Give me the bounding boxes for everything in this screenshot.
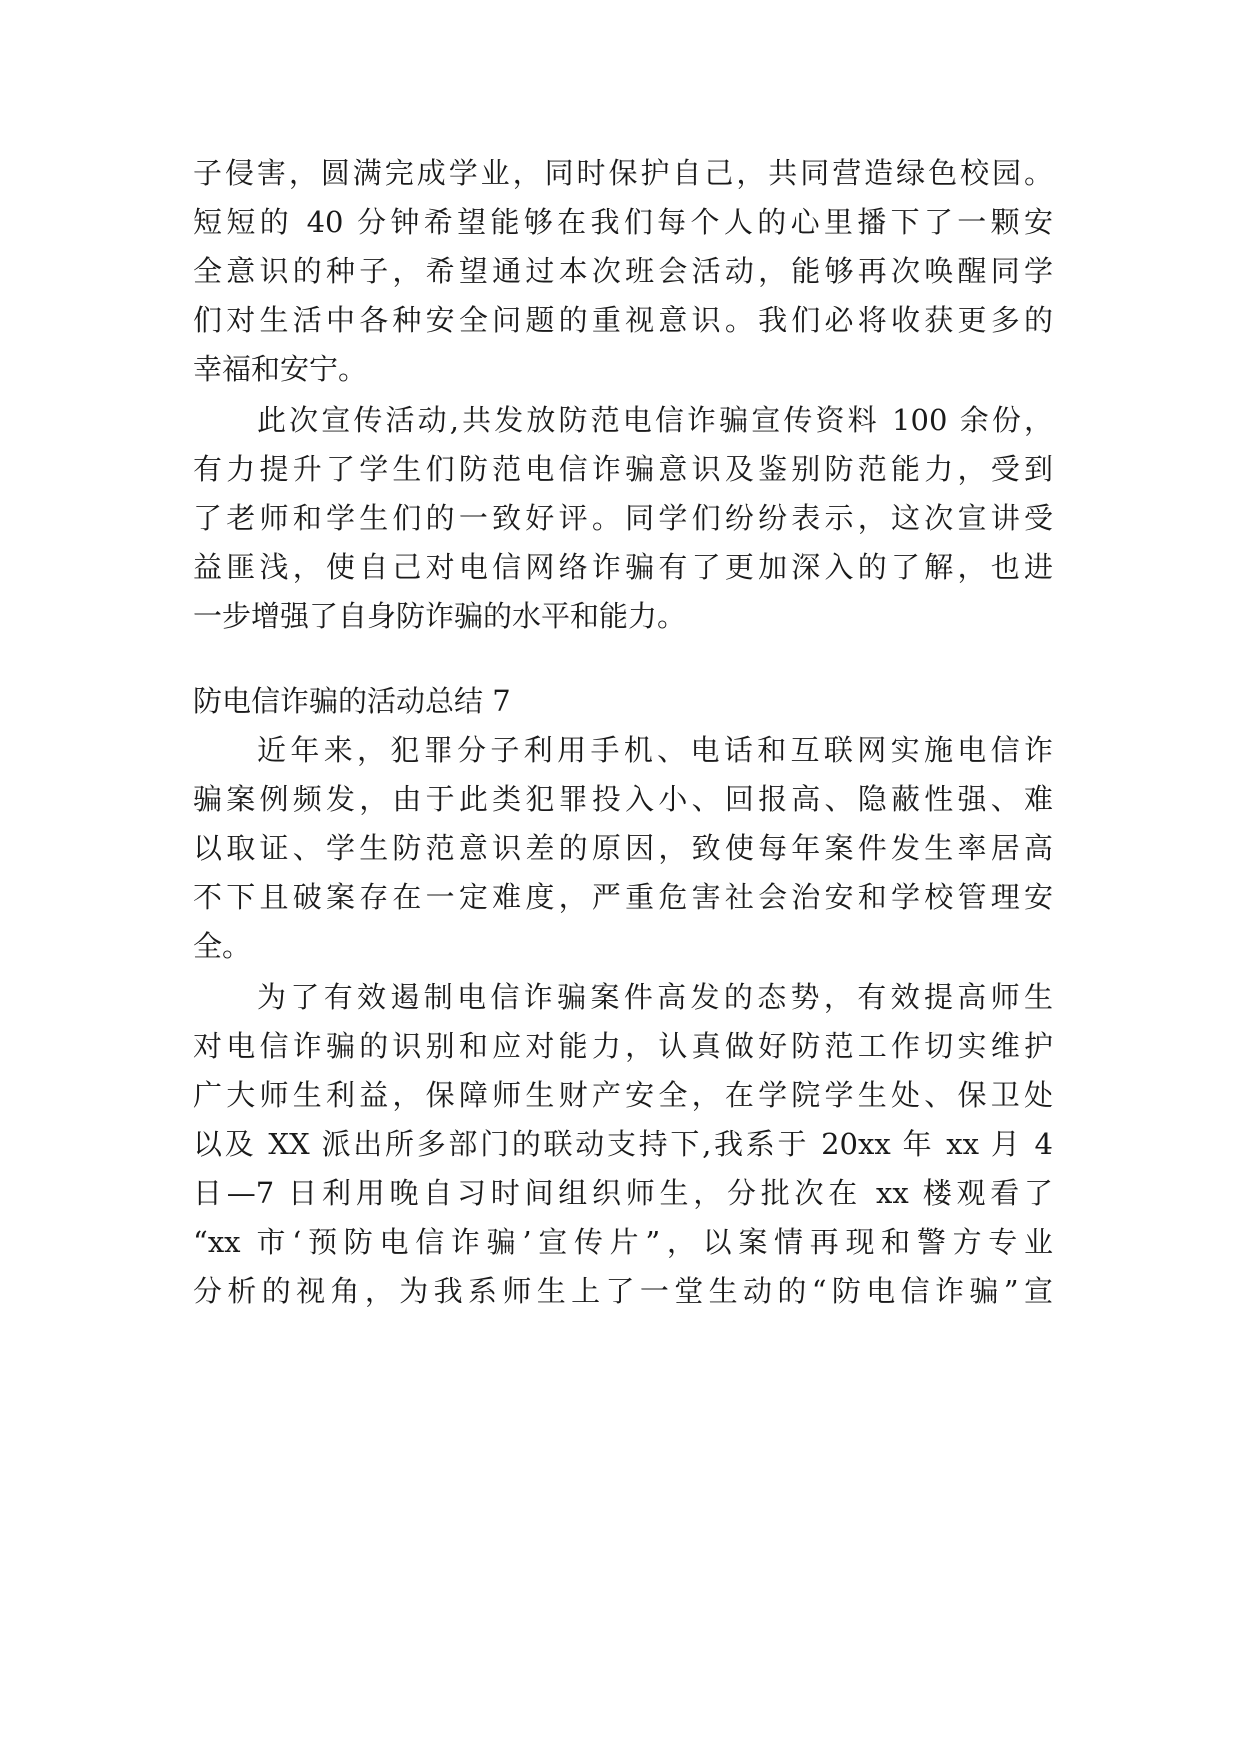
paragraph-line: 近年来，犯罪分子利用手机、电话和互联网实施电信诈: [257, 733, 1053, 767]
paragraph-line: 日—7 日利用晚自习时间组织师生，分批次在 xx 楼观看了: [193, 1176, 1053, 1210]
paragraph-line: 子侵害，圆满完成学业，同时保护自己，共同营造绿色校园。: [193, 156, 1053, 190]
paragraph-line: 分析的视角，为我系师生上了一堂生动的“防电信诈骗”宣: [193, 1274, 1053, 1308]
paragraph-line: 以及 XX 派出所多部门的联动支持下,我系于 20xx 年 xx 月 4: [193, 1127, 1053, 1161]
paragraph-line: 不下且破案存在一定难度，严重危害社会治安和学校管理安: [193, 880, 1053, 914]
paragraph-line: 此次宣传活动,共发放防范电信诈骗宣传资料 100 余份，: [257, 403, 1053, 437]
paragraph-line: “xx 市‘预防电信诈骗’宣传片”，以案情再现和警方专业: [193, 1225, 1053, 1259]
paragraph-line: 们对生活中各种安全问题的重视意识。我们必将收获更多的: [193, 303, 1053, 337]
paragraph-line: 一步增强了自身防诈骗的水平和能力。: [193, 599, 687, 633]
paragraph-line: 对电信诈骗的识别和应对能力，认真做好防范工作切实维护: [193, 1029, 1053, 1063]
paragraph-line: 益匪浅，使自己对电信网络诈骗有了更加深入的了解，也进: [193, 550, 1053, 584]
paragraph-line: 了老师和学生们的一致好评。同学们纷纷表示，这次宣讲受: [193, 501, 1053, 535]
paragraph-line: 以取证、学生防范意识差的原因，致使每年案件发生率居高: [193, 831, 1053, 865]
section-heading: 防电信诈骗的活动总结 7: [193, 684, 511, 718]
paragraph-line: 骗案例频发，由于此类犯罪投入小、回报高、隐蔽性强、难: [193, 782, 1053, 816]
paragraph-line: 有力提升了学生们防范电信诈骗意识及鉴别防范能力，受到: [193, 452, 1053, 486]
paragraph-line: 全。: [193, 929, 252, 963]
paragraph-line: 为了有效遏制电信诈骗案件高发的态势，有效提高师生: [257, 980, 1053, 1014]
paragraph-line: 短短的 40 分钟希望能够在我们每个人的心里播下了一颗安: [193, 205, 1053, 239]
paragraph-line: 幸福和安宁。: [193, 352, 368, 386]
paragraph-line: 广大师生利益，保障师生财产安全，在学院学生处、保卫处: [193, 1078, 1053, 1112]
paragraph-line: 全意识的种子，希望通过本次班会活动，能够再次唤醒同学: [193, 254, 1053, 288]
